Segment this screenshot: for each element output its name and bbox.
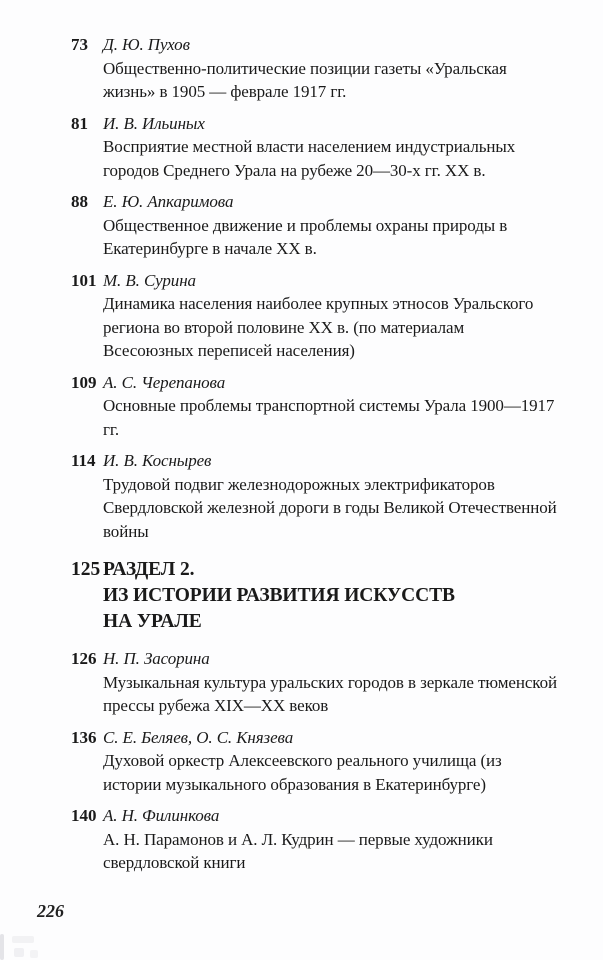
section-title-line: ИЗ ИСТОРИИ РАЗВИТИЯ ИСКУССТВ (103, 585, 455, 606)
page-number: 226 (37, 901, 64, 921)
entry-title: Динамика населения наиболее крупных этносов Уральского региона во второй половине XX в. (по материалам Всесоюзных переписей населения) (103, 294, 534, 360)
entry-author: Н. П. Засорина (103, 649, 210, 668)
entry-page-number: 114 (71, 451, 96, 470)
entry-page-number: 140 (71, 806, 97, 825)
toc-list (71, 33, 558, 883)
entry-page-number: 73 (71, 35, 88, 54)
toc-entry (71, 647, 558, 718)
toc-entry (71, 269, 558, 363)
entry-author: Д. Ю. Пухов (103, 35, 190, 54)
toc-entry (71, 726, 558, 797)
toc-entry (71, 33, 558, 104)
entry-page-number: 101 (71, 270, 97, 290)
section-title-line: НА УРАЛЕ (103, 611, 202, 632)
entry-page-number: 81 (71, 113, 88, 133)
entry-author: А. Н. Филинкова (103, 806, 220, 825)
entry-title: Музыкальная культура уральских городов в зеркале тюменской прессы рубежа XIX—XX веков (103, 672, 557, 715)
entry-title: Трудовой подвиг железнодорожных электрификаторов Свердловской железной дороги в годы Великой Отечественной войны (103, 474, 557, 541)
entry-title: Духовой оркестр Алексеевского реального училища (из истории музыкального образования в Екатеринбурге) (103, 751, 502, 794)
section-title-line: РАЗДЕЛ 2. (103, 559, 195, 580)
entry-title: А. Н. Парамонов и А. Л. Кудрин — первые художники свердловской книги (103, 829, 493, 872)
entry-page-number: 88 (71, 192, 88, 211)
entry-page-number: 109 (71, 372, 97, 392)
scan-artifact (0, 934, 4, 960)
scan-artifact (12, 936, 34, 943)
toc-entry (71, 804, 558, 875)
entry-author: И. В. Ильиных (103, 113, 205, 133)
entry-page-number: 126 (71, 649, 97, 668)
section-page-number: 125 (71, 559, 101, 580)
entry-author: И. В. Коснырев (103, 451, 212, 470)
entry-title: Общественное движение и проблемы охраны природы в Екатеринбурге в начале XX в. (103, 215, 508, 258)
scan-artifact (14, 948, 24, 957)
toc-entry (71, 112, 558, 183)
entry-author: Е. Ю. Апкаримова (103, 192, 234, 211)
entry-title: Основные проблемы транспортной системы Урала 1900—1917 гг. (103, 396, 555, 439)
toc-entry (71, 371, 558, 442)
toc-entry (71, 449, 558, 543)
toc-section-heading (71, 557, 558, 635)
entry-author: М. В. Сурина (103, 270, 196, 290)
toc-entry (71, 190, 558, 261)
scan-artifact (30, 950, 38, 958)
entry-page-number: 136 (71, 727, 97, 747)
entry-title: Восприятие местной власти населением индустриальных городов Среднего Урала на рубеже 20—30-х гг. XX в. (103, 137, 516, 180)
entry-title: Общественно-политические позиции газеты «Уральская жизнь» в 1905 — феврале 1917 гг. (103, 58, 507, 101)
entry-author: А. С. Черепанова (103, 372, 226, 392)
entry-author: С. Е. Беляев, О. С. Князева (103, 727, 294, 747)
